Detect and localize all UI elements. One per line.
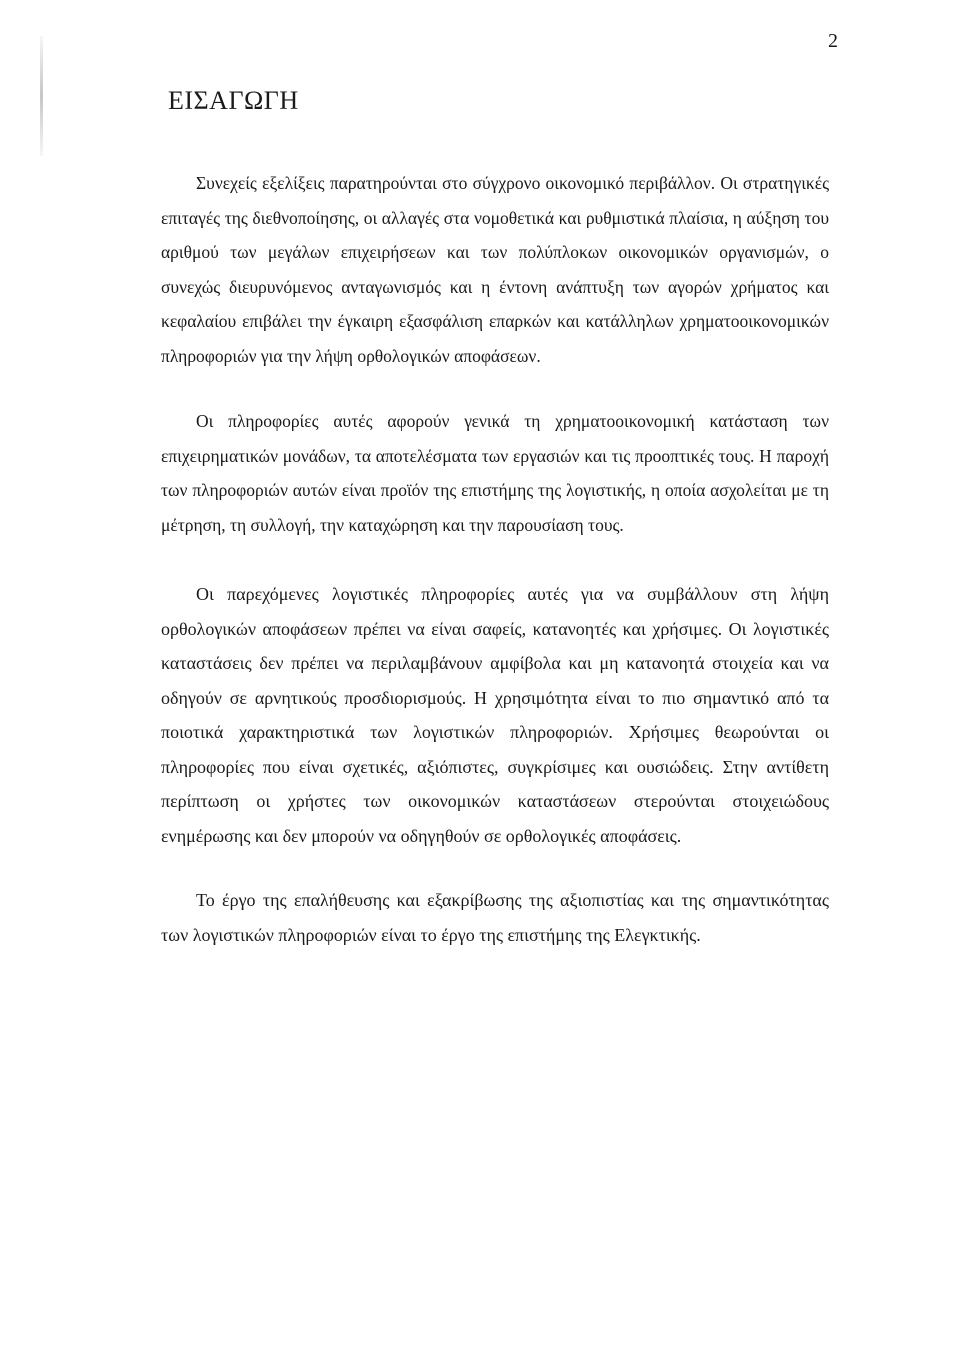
paragraph-3	[161, 577, 829, 853]
paragraph-text: Συνεχείς εξελίξεις παρατηρούνται στο σύγχρονο οικονομικό περιβάλλον. Οι στρατηγικές επιταγές της διεθνοποίησης, οι αλλαγές στα νομοθετικά και ρυθμιστικά πλαίσια, η αύξηση του αριθμού των μεγάλων επιχειρήσεων και των πολύπλοκων οικονομικών οργανισμών, ο συνεχώς διευρυνόμενος ανταγωνισμός και η έντονη ανάπτυξη των αγορών χρήματος και κεφαλαίου επιβάλει την έγκαιρη εξασφάλιση επαρκών και κατάλληλων χρηματοοικονομικών πληροφοριών για την λήψη ορθολογικών αποφάσεων.	[161, 173, 829, 366]
paragraph-text: Το έργο της επαλήθευσης και εξακρίβωσης της αξιοπιστίας και της σημαντικότητας των λογιστικών πληροφοριών είναι το έργο της επιστήμης της Ελεγκτικής.	[161, 890, 829, 945]
paragraph-2	[161, 404, 829, 542]
paragraph-4	[161, 883, 829, 952]
page-title: ΕΙΣΑΓΩΓΗ	[168, 86, 299, 115]
paragraph-text: Οι πληροφορίες αυτές αφορούν γενικά τη χρηματοοικονομική κατάσταση των επιχειρηματικών μονάδων, τα αποτελέσματα των εργασιών και τις προοπτικές τους. Η παροχή των πληροφοριών αυτών είναι προϊόν της επιστήμης της λογιστικής, η οποία ασχολείται με τη μέτρηση, τη συλλογή, την καταχώρηση και την παρουσίαση τους.	[161, 411, 829, 535]
paragraph-text: Οι παρεχόμενες λογιστικές πληροφορίες αυτές για να συμβάλλουν στη λήψη ορθολογικών αποφάσεων πρέπει να είναι σαφείς, κατανοητές και χρήσιμες. Οι λογιστικές καταστάσεις δεν πρέπει να περιλαμβάνουν αμφίβολα και μη κατανοητά στοιχεία και να οδηγούν σε αρνητικούς προσδιορισμούς. Η χρησιμότητα είναι το πιο σημαντικό από τα ποιοτικά χαρακτηριστικά των λογιστικών πληροφοριών. Χρήσιμες θεωρούνται οι πληροφορίες που είναι σχετικές, αξιόπιστες, συγκρίσιμες και ουσιώδεις. Στην αντίθετη περίπτωση οι χρήστες των οικονομικών καταστάσεων στερούνται στοιχειώδους ενημέρωσης και δεν μπορούν να οδηγηθούν σε ορθολογικές αποφάσεις.	[161, 584, 829, 846]
paragraph-1	[161, 166, 829, 374]
binding-shadow	[40, 36, 43, 156]
page-number: 2	[828, 30, 838, 52]
